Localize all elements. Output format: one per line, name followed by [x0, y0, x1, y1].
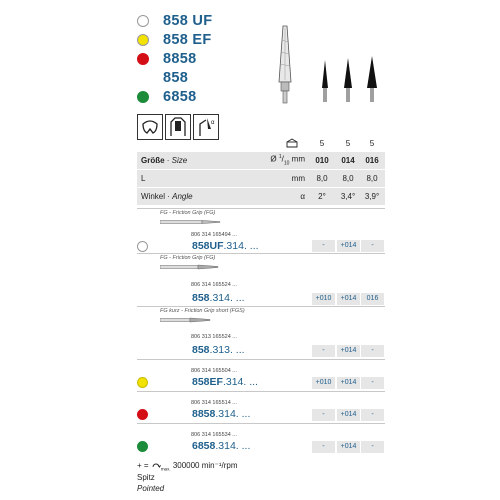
- application-icon-1: [137, 114, 163, 140]
- package-icon: [286, 138, 298, 148]
- legend-label-6858: 6858: [163, 89, 197, 105]
- product-type-858-314: FG - Friction Grip (FG): [160, 255, 216, 261]
- cell-8858-010: -: [312, 409, 335, 421]
- cell-858uf-014: +014: [337, 240, 360, 252]
- cell-858-314-010: +010: [312, 293, 335, 305]
- spec-row-angle: [137, 188, 385, 205]
- svg-text:α: α: [211, 120, 215, 126]
- size-label: Größe · Size: [141, 156, 188, 165]
- product-dot-858uf: [137, 241, 148, 252]
- size-unit: Ø $^1/_{10}$ mm: [270, 154, 305, 167]
- product-dot-858ef: [137, 377, 148, 388]
- cell-858ef-010: +010: [312, 377, 335, 389]
- size-016: 016: [365, 156, 379, 165]
- cell-858uf-010: -: [312, 240, 335, 252]
- cell-8858-016: -: [361, 409, 384, 421]
- product-ref-8858: 806 314 165514 ...: [191, 400, 237, 406]
- product-code-858ef: 858EF.314. ...: [192, 376, 258, 388]
- cell-6858-010: -: [312, 441, 335, 453]
- cell-858ef-014: +014: [337, 377, 360, 389]
- legend-dot-858ef: [137, 34, 149, 46]
- product-ref-858-313: 806 313 165524 ...: [191, 334, 237, 340]
- cell-8858-014: +014: [337, 409, 360, 421]
- legend-858: [137, 69, 188, 87]
- bur-illustrations: [270, 20, 390, 110]
- application-icon-3: [193, 114, 219, 140]
- bur-long-icon: [279, 26, 291, 103]
- product-code-858-314: 858.314. ...: [192, 292, 245, 304]
- size-010: 010: [315, 156, 329, 165]
- product-code-6858: 6858.314. ...: [192, 440, 251, 452]
- length-016: 8,0: [366, 174, 378, 183]
- tooth-prep-icon: [138, 115, 162, 139]
- product-ref-858ef: 806 314 165504 ...: [191, 368, 237, 374]
- pack-qty-014: 5: [345, 139, 351, 148]
- bur-silhouette-016-icon: [367, 56, 377, 102]
- cell-858-314-016: 016: [361, 293, 384, 305]
- legend-8858: [137, 50, 196, 68]
- legend-858ef: [137, 31, 212, 49]
- bur-silhouette-010-icon: [322, 60, 328, 102]
- angle-010: 2°: [318, 192, 326, 201]
- product-type-858uf: FG - Friction Grip (FG): [160, 210, 216, 216]
- cell-858-313-010: -: [312, 345, 335, 357]
- legend-label-858ef: 858 EF: [163, 32, 212, 48]
- size-014: 014: [341, 156, 355, 165]
- fgs-shank-858-313-icon: [160, 316, 230, 324]
- length-label: L: [141, 174, 146, 183]
- spec-row-length: [137, 170, 385, 187]
- cell-858uf-016: -: [361, 240, 384, 252]
- pack-qty-016: 5: [369, 139, 375, 148]
- pack-qty-010: 5: [319, 139, 325, 148]
- legend-label-8858: 8858: [163, 51, 197, 67]
- angle-014: 3,4°: [340, 192, 356, 201]
- fg-shank-858-314-icon: [160, 263, 230, 271]
- shape-label-en: Pointed: [137, 484, 165, 493]
- legend-dot-6858: [137, 91, 149, 103]
- cell-858-313-016: -: [361, 345, 384, 357]
- product-code-858uf: 858UF.314. ...: [192, 240, 259, 252]
- length-unit: mm: [291, 174, 305, 183]
- product-ref-858uf: 806 314 165494 ...: [191, 232, 237, 238]
- cell-858ef-016: -: [361, 377, 384, 389]
- application-icon-2: [165, 114, 191, 140]
- length-010: 8,0: [316, 174, 328, 183]
- product-dot-8858: [137, 409, 148, 420]
- length-014: 8,0: [342, 174, 354, 183]
- divider: [137, 359, 385, 360]
- product-code-858-313: 858.313. ...: [192, 344, 245, 356]
- legend-label-858uf: 858 UF: [163, 13, 213, 29]
- angle-unit: α: [300, 192, 305, 201]
- legend-label-858: 858: [163, 70, 189, 86]
- legend-dot-8858: [137, 53, 149, 65]
- cell-6858-014: +014: [337, 441, 360, 453]
- cell-6858-016: -: [361, 441, 384, 453]
- rotation-icon: [151, 462, 161, 470]
- divider: [137, 391, 385, 392]
- divider: [137, 306, 385, 307]
- angle-prep-icon: [194, 115, 218, 139]
- product-type-858-313: FG kurz - Friction Grip short (FGS): [160, 308, 245, 314]
- product-ref-858-314: 806 314 165524 ...: [191, 282, 237, 288]
- divider: [137, 423, 385, 424]
- legend-858uf: [137, 12, 212, 30]
- legend-dot-858uf: [137, 15, 149, 27]
- divider: [137, 253, 385, 254]
- spec-row-size: [137, 152, 385, 169]
- angle-label: Winkel · Angle: [141, 192, 193, 201]
- product-ref-6858: 806 314 165534 ...: [191, 432, 237, 438]
- legend-dot-858-placeholder: [137, 72, 149, 84]
- divider: [137, 208, 385, 209]
- product-code-8858: 8858.314. ...: [192, 408, 251, 420]
- bur-silhouette-014-icon: [344, 58, 352, 102]
- cell-858-314-014: +014: [337, 293, 360, 305]
- cell-858-313-014: +014: [337, 345, 360, 357]
- fg-shank-858uf-icon: [160, 218, 230, 226]
- angle-016: 3,9°: [364, 192, 380, 201]
- legend-6858: [137, 88, 196, 106]
- shape-label-de: Spitz: [137, 473, 155, 482]
- crown-prep-icon: [166, 115, 190, 139]
- speed-note: + = $_{max.}$ 300000 min⁻¹/rpm: [137, 461, 238, 472]
- product-dot-6858: [137, 441, 148, 452]
